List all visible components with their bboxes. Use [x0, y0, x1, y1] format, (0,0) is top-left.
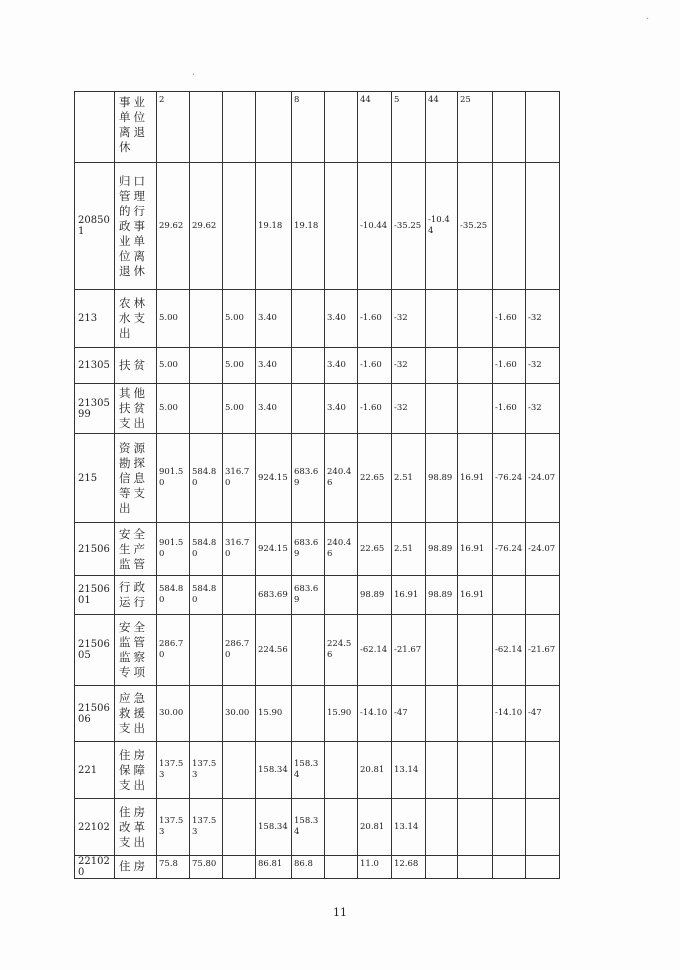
amount-cell: 15.90 [256, 686, 292, 742]
amount-cell [325, 742, 358, 799]
table-row [75, 615, 560, 686]
amount-cell: 5.00 [157, 348, 190, 384]
table-row [75, 742, 560, 799]
amount-cell: 19.18 [256, 163, 292, 290]
amount-cell: 29.62 [190, 163, 223, 290]
amount-cell: -35.25 [458, 163, 493, 290]
subject-name: 住房 [115, 856, 157, 879]
amount-cell: 98.89 [358, 576, 392, 615]
subject-code: 2150606 [75, 686, 115, 742]
amount-cell: -76.24 [493, 434, 526, 523]
amount-cell: -62.14 [358, 615, 392, 686]
amount-cell: 20.81 [358, 742, 392, 799]
amount-cell [223, 856, 256, 879]
amount-cell: 98.89 [426, 576, 458, 615]
table-row [75, 576, 560, 615]
table-row [75, 92, 560, 163]
amount-cell: 901.50 [157, 523, 190, 576]
amount-cell: 5.00 [157, 290, 190, 348]
amount-cell: -32 [392, 348, 426, 384]
amount-cell: -32 [392, 384, 426, 434]
amount-cell: 3.40 [325, 348, 358, 384]
amount-cell: -32 [392, 290, 426, 348]
amount-cell: 2.51 [392, 434, 426, 523]
amount-cell: 25 [458, 92, 493, 163]
amount-cell: 924.15 [256, 523, 292, 576]
amount-cell: -21.67 [526, 615, 560, 686]
amount-cell [526, 163, 560, 290]
amount-cell: -47 [392, 686, 426, 742]
amount-cell [325, 856, 358, 879]
amount-cell [292, 615, 325, 686]
amount-cell: 20.81 [358, 799, 392, 856]
amount-cell [458, 742, 493, 799]
amount-cell [493, 92, 526, 163]
amount-cell: 5 [392, 92, 426, 163]
amount-cell: 5.00 [223, 290, 256, 348]
amount-cell: 3.40 [325, 290, 358, 348]
amount-cell [292, 686, 325, 742]
amount-cell: 158.34 [256, 799, 292, 856]
amount-cell: -10.44 [358, 163, 392, 290]
amount-cell [325, 799, 358, 856]
amount-cell [426, 290, 458, 348]
amount-cell: 11.0 [358, 856, 392, 879]
amount-cell: 16.91 [458, 576, 493, 615]
amount-cell: 137.53 [157, 799, 190, 856]
amount-cell: -1.60 [493, 384, 526, 434]
subject-name: 资源勘探信息等支出 [115, 434, 157, 523]
subject-name: 事业单位离退休 [115, 92, 157, 163]
amount-cell [426, 799, 458, 856]
table-row [75, 384, 560, 434]
amount-cell: 137.53 [190, 799, 223, 856]
amount-cell: 5.00 [223, 384, 256, 434]
amount-cell: 16.91 [458, 523, 493, 576]
amount-cell: 22.65 [358, 434, 392, 523]
amount-cell [325, 163, 358, 290]
amount-cell: -24.07 [526, 523, 560, 576]
amount-cell: 2 [157, 92, 190, 163]
amount-cell: 29.62 [157, 163, 190, 290]
amount-cell [190, 615, 223, 686]
amount-cell: 224.56 [256, 615, 292, 686]
table-row [75, 290, 560, 348]
budget-table [74, 91, 560, 879]
amount-cell [292, 290, 325, 348]
page-number: 11 [333, 906, 347, 919]
amount-cell [292, 384, 325, 434]
amount-cell: 15.90 [325, 686, 358, 742]
subject-code: 213 [75, 290, 115, 348]
table-row [75, 856, 560, 879]
subject-code [75, 92, 115, 163]
amount-cell: 2.51 [392, 523, 426, 576]
amount-cell: -32 [526, 384, 560, 434]
subject-code: 21506 [75, 523, 115, 576]
amount-cell: -21.67 [392, 615, 426, 686]
amount-cell: 137.53 [157, 742, 190, 799]
amount-cell [458, 348, 493, 384]
amount-cell: -14.10 [358, 686, 392, 742]
amount-cell: 3.40 [325, 384, 358, 434]
amount-cell [426, 615, 458, 686]
amount-cell: 30.00 [157, 686, 190, 742]
amount-cell: 44 [426, 92, 458, 163]
amount-cell: -1.60 [493, 348, 526, 384]
table-row [75, 686, 560, 742]
amount-cell: 584.80 [190, 576, 223, 615]
amount-cell [223, 799, 256, 856]
amount-cell: -14.10 [493, 686, 526, 742]
amount-cell [190, 384, 223, 434]
amount-cell [190, 92, 223, 163]
subject-code: 2150605 [75, 615, 115, 686]
amount-cell: -1.60 [358, 384, 392, 434]
subject-name: 行政运行 [115, 576, 157, 615]
amount-cell [426, 686, 458, 742]
amount-cell [458, 686, 493, 742]
amount-cell: -76.24 [493, 523, 526, 576]
subject-code: 22102 [75, 799, 115, 856]
amount-cell: 98.89 [426, 523, 458, 576]
amount-cell [458, 615, 493, 686]
amount-cell [493, 856, 526, 879]
amount-cell [426, 742, 458, 799]
subject-name: 应急救援支出 [115, 686, 157, 742]
subject-name: 安全监管监察专项 [115, 615, 157, 686]
amount-cell: 683.69 [292, 576, 325, 615]
amount-cell: -35.25 [392, 163, 426, 290]
amount-cell: 30.00 [223, 686, 256, 742]
subject-code: 208501 [75, 163, 115, 290]
table-row [75, 163, 560, 290]
amount-cell: 584.80 [190, 523, 223, 576]
amount-cell [458, 384, 493, 434]
amount-cell: 44 [358, 92, 392, 163]
amount-cell [458, 799, 493, 856]
amount-cell [292, 348, 325, 384]
amount-cell: 901.50 [157, 434, 190, 523]
amount-cell: 316.70 [223, 434, 256, 523]
amount-cell [256, 92, 292, 163]
amount-cell: 5.00 [223, 348, 256, 384]
amount-cell: 158.34 [292, 742, 325, 799]
amount-cell [458, 856, 493, 879]
amount-cell: 316.70 [223, 523, 256, 576]
table-row [75, 348, 560, 384]
subject-code: 221 [75, 742, 115, 799]
amount-cell [526, 92, 560, 163]
amount-cell: 16.91 [392, 576, 426, 615]
table-row [75, 523, 560, 576]
amount-cell [493, 576, 526, 615]
amount-cell [223, 742, 256, 799]
amount-cell: 75.8 [157, 856, 190, 879]
amount-cell: -47 [526, 686, 560, 742]
amount-cell: 240.46 [325, 434, 358, 523]
amount-cell: -62.14 [493, 615, 526, 686]
amount-cell [190, 348, 223, 384]
amount-cell: 13.14 [392, 799, 426, 856]
amount-cell: -1.60 [358, 348, 392, 384]
amount-cell: 5.00 [157, 384, 190, 434]
amount-cell [458, 290, 493, 348]
amount-cell: -32 [526, 348, 560, 384]
amount-cell: 86.8 [292, 856, 325, 879]
amount-cell [426, 856, 458, 879]
amount-cell [223, 92, 256, 163]
amount-cell: 584.80 [157, 576, 190, 615]
subject-name: 归口管理的行政事业单位离退休 [115, 163, 157, 290]
amount-cell [526, 856, 560, 879]
amount-cell: -24.07 [526, 434, 560, 523]
amount-cell [426, 348, 458, 384]
amount-cell: 158.34 [256, 742, 292, 799]
subject-code: 221020 [75, 856, 115, 879]
amount-cell: 98.89 [426, 434, 458, 523]
amount-cell [493, 163, 526, 290]
amount-cell [493, 742, 526, 799]
amount-cell [325, 92, 358, 163]
subject-name: 安全生产监管 [115, 523, 157, 576]
amount-cell: 3.40 [256, 290, 292, 348]
amount-cell: -1.60 [358, 290, 392, 348]
amount-cell [526, 576, 560, 615]
amount-cell [190, 686, 223, 742]
amount-cell: 13.14 [392, 742, 426, 799]
amount-cell: 86.81 [256, 856, 292, 879]
amount-cell: 16.91 [458, 434, 493, 523]
amount-cell: -1.60 [493, 290, 526, 348]
subject-name: 其他扶贫支出 [115, 384, 157, 434]
subject-code: 215 [75, 434, 115, 523]
table-row [75, 799, 560, 856]
amount-cell [190, 290, 223, 348]
amount-cell: 19.18 [292, 163, 325, 290]
subject-code: 2130599 [75, 384, 115, 434]
amount-cell: -10.44 [426, 163, 458, 290]
subject-name: 住房改革支出 [115, 799, 157, 856]
amount-cell: 683.69 [256, 576, 292, 615]
amount-cell: 3.40 [256, 384, 292, 434]
amount-cell: 683.69 [292, 523, 325, 576]
amount-cell: 286.70 [157, 615, 190, 686]
scan-mark: · [192, 70, 196, 81]
table-row [75, 434, 560, 523]
amount-cell [526, 799, 560, 856]
amount-cell: 8 [292, 92, 325, 163]
amount-cell: 12.68 [392, 856, 426, 879]
amount-cell: 924.15 [256, 434, 292, 523]
amount-cell [223, 163, 256, 290]
amount-cell: 75.80 [190, 856, 223, 879]
amount-cell [325, 576, 358, 615]
amount-cell: 224.56 [325, 615, 358, 686]
subject-code: 2150601 [75, 576, 115, 615]
amount-cell: 286.70 [223, 615, 256, 686]
amount-cell: 158.34 [292, 799, 325, 856]
amount-cell [426, 384, 458, 434]
amount-cell [223, 576, 256, 615]
amount-cell: 3.40 [256, 348, 292, 384]
amount-cell: 240.46 [325, 523, 358, 576]
amount-cell: -32 [526, 290, 560, 348]
amount-cell: 137.53 [190, 742, 223, 799]
subject-name: 住房保障支出 [115, 742, 157, 799]
subject-name: 扶贫 [115, 348, 157, 384]
amount-cell [493, 799, 526, 856]
amount-cell [526, 742, 560, 799]
scan-mark: · [646, 14, 650, 25]
amount-cell: 683.69 [292, 434, 325, 523]
amount-cell: 584.80 [190, 434, 223, 523]
amount-cell: 22.65 [358, 523, 392, 576]
subject-name: 农林水支出 [115, 290, 157, 348]
subject-code: 21305 [75, 348, 115, 384]
